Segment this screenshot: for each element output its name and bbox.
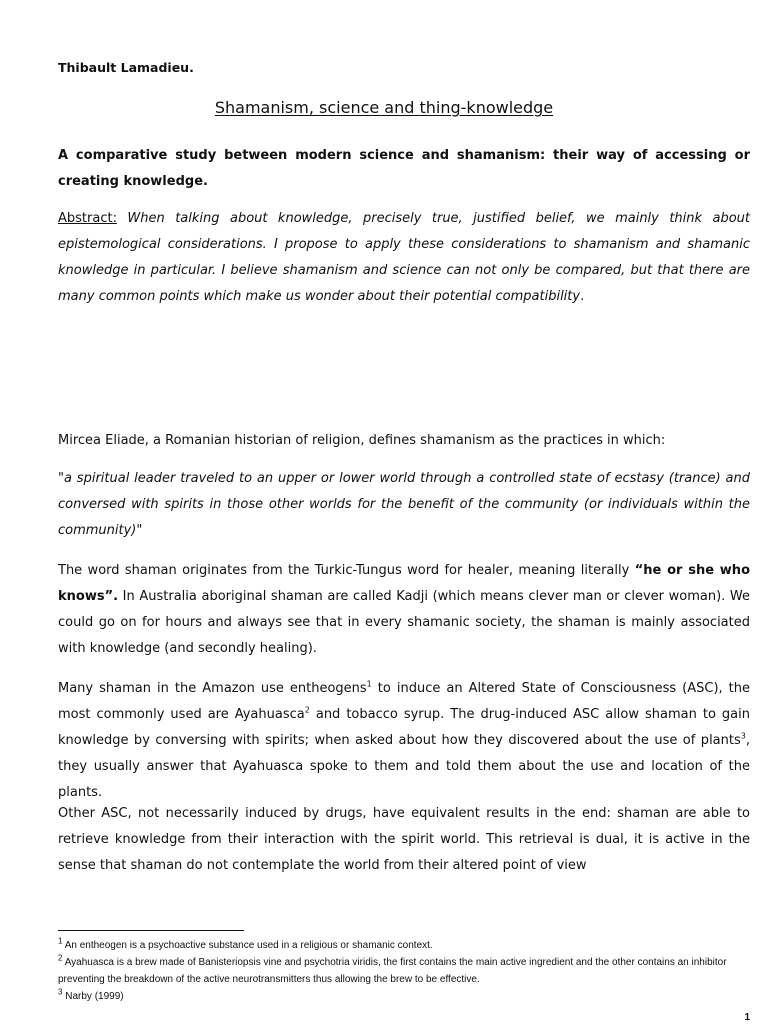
p3-part-d: , they usually answer that Ayahuasca spoke to them and told them about the use and location of the plants. — [58, 733, 750, 800]
abstract-text: When talking about knowledge, precisely true, justified belief, we mainly think about epistemological considerations. I propose to apply these considerations to shamanism and shamanic knowledge in particular. I believe shamanism and science can not only be compared, but that there are many common points which make us wonder about their potential compatibility — [58, 211, 751, 304]
paragraph-other-asc: Other ASC, not necessarily induced by drugs, have equivalent results in the end: shaman are able to retrieve knowledge from their interaction with the spirit world. This retrieval is dual, it is active in the sense that shaman do not contemplate the world from their altered point of view — [58, 806, 750, 873]
p3-part-a: Many shaman in the Amazon use entheogens — [58, 681, 367, 696]
p3-part-b: to induce an Altered State of Consciousness (ASC), the most commonly used are Ayahuasca — [58, 681, 751, 722]
footnote-mark: 3 — [58, 987, 63, 997]
p3-part-c: and tobacco syrup. The drug-induced ASC allow shaman to gain knowledge by conversing with spirits; when asked about how they discovered about the use of plants — [58, 707, 751, 748]
footnote-ref-3[interactable]: 3 — [740, 731, 746, 741]
footnote-mark: 1 — [58, 936, 63, 946]
document-title-text: Shamanism, science and thing-knowledge — [214, 98, 554, 117]
footnote-ref-2[interactable]: 2 — [304, 705, 310, 715]
abstract-end: . — [580, 289, 585, 304]
abstract-label: Abstract: — [58, 211, 117, 226]
footnote-2 — [58, 954, 750, 988]
footnote-separator — [58, 930, 244, 931]
footnote-text: Ayahuasca is a brew made of Banisteriopsis vine and psychotria viridis, the first contains the main active ingredient and the other contains an inhibitor preventing the breakdown of the active neurotransmitters thus allowing the brew to be effective. — [58, 957, 727, 985]
eliade-quote: "a spiritual leader traveled to an upper or lower world through a controlled state of ecstasy (trance) and conversed with spirits in those other worlds for the benefit of the community (or individuals within the community)" — [58, 471, 750, 538]
paragraph-shaman-word — [58, 558, 750, 662]
footnote-mark: 2 — [58, 953, 63, 963]
paragraph-eliade: Mircea Eliade, a Romanian historian of religion, defines shamanism as the practices in which: — [58, 433, 666, 448]
p2-part-a: The word shaman originates from the Turkic-Tungus word for healer, meaning literally — [58, 563, 635, 578]
document-subtitle: A comparative study between modern science and shamanism: their way of accessing or creating knowledge. — [58, 148, 750, 189]
footnote-text: An entheogen is a psychoactive substance used in a religious or shamanic context. — [64, 940, 433, 951]
footnote-3 — [58, 988, 750, 1005]
document-title — [0, 98, 768, 117]
footnote-ref-1[interactable]: 1 — [366, 679, 372, 689]
p2-emphasis: “he or she who knows”. — [58, 563, 750, 604]
abstract-paragraph — [58, 206, 750, 310]
author-name: Thibault Lamadieu. — [58, 60, 194, 75]
footnote-1 — [58, 937, 750, 954]
page-number: 1 — [744, 1012, 750, 1023]
footnote-text: Narby (1999) — [65, 991, 124, 1002]
paragraph-amazon — [58, 676, 750, 806]
footnotes — [58, 937, 750, 1005]
p2-part-c: In Australia aboriginal shaman are called Kadji (which means clever man or clever woman). We could go on for hours and always see that in every shamanic society, the shaman is mainly associated with knowledge (and secondly healing). — [58, 589, 750, 656]
